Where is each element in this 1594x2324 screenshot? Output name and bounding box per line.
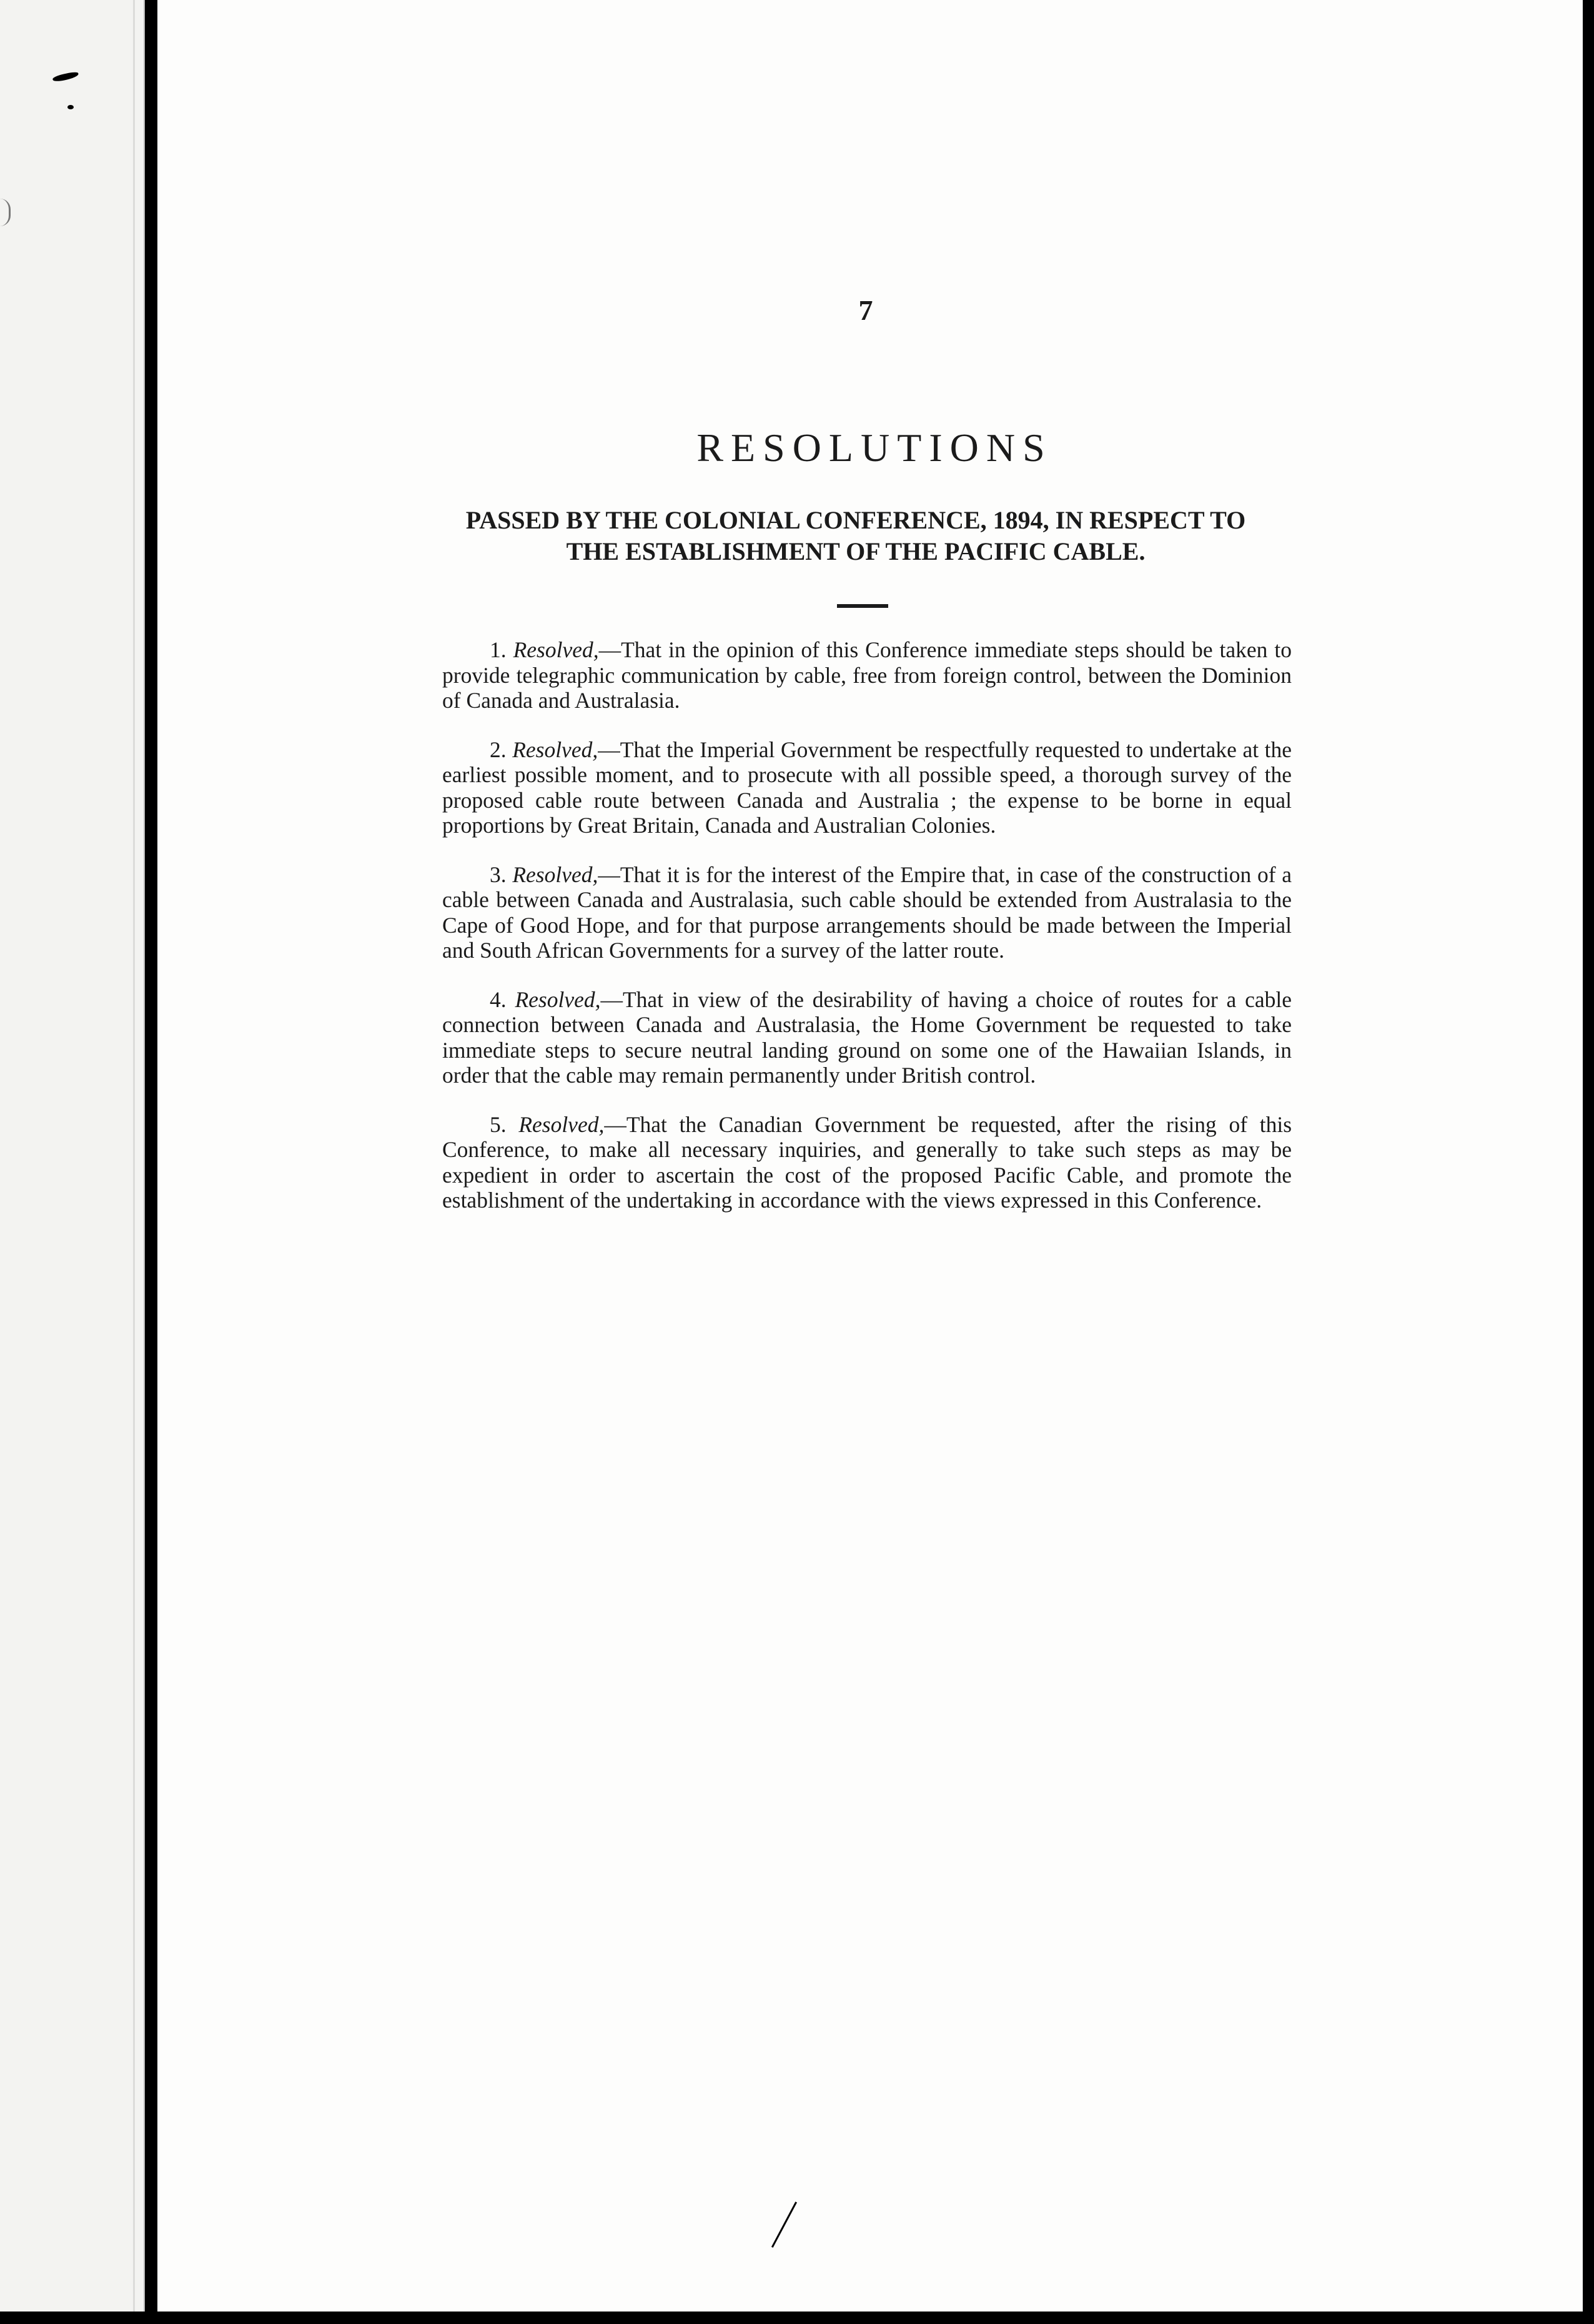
resolution-item — [442, 1112, 1292, 1213]
hair-mark — [771, 2202, 797, 2248]
subtitle-line: THE ESTABLISHMENT OF THE PACIFIC CABLE. — [566, 537, 1146, 565]
resolution-item — [442, 987, 1292, 1088]
resolution-number: 2. — [490, 737, 507, 762]
resolution-item — [442, 637, 1292, 713]
resolution-label: Resolved, — [513, 637, 599, 662]
page-number: 7 — [858, 294, 873, 326]
ink-speck — [67, 105, 74, 109]
resolution-text: —That it is for the interest of the Empire that, in case of the construction of a cable between Canada and Australasia, such cable should be extended from Australasia to the Cape of Good Hope, and for that purpose arrangements should be made between the Imperial and South African Governments for a survey of the latter route. — [442, 862, 1292, 963]
previous-page-edge — [0, 0, 145, 2312]
resolution-text: —That the Imperial Government be respectfully requested to undertake at the earliest possible moment, and to prosecute with all possible speed, a thorough survey of the proposed cable route between Canada and Australia ; the expense to be borne in equal proportions by Great Britain, Canada and Australian Colonies. — [442, 737, 1292, 838]
resolution-label: Resolved, — [515, 986, 601, 1012]
resolution-number: 4. — [490, 986, 507, 1012]
subtitle-line: PASSED BY THE COLONIAL CONFERENCE, 1894, IN RESPECT TO — [465, 506, 1246, 534]
document-subtitle — [312, 505, 1399, 567]
fold-mark — [0, 199, 11, 226]
resolution-label: Resolved, — [512, 737, 598, 762]
resolution-number: 5. — [490, 1111, 507, 1137]
section-divider — [837, 604, 888, 608]
resolution-number: 3. — [490, 862, 507, 887]
resolution-text: —That in the opinion of this Conference immediate steps should be taken to provide telegraphic communication by cable, free from foreign control, between the Dominion of Canada and Australasia. — [442, 637, 1292, 713]
resolution-number: 1. — [490, 637, 507, 662]
document-title: RESOLUTIONS — [696, 425, 1052, 470]
resolution-label: Resolved, — [512, 862, 598, 887]
resolutions-list — [442, 637, 1292, 1237]
resolution-item — [442, 737, 1292, 838]
resolution-item — [442, 862, 1292, 963]
resolution-text: —That the Canadian Government be requested, after the rising of this Conference, to make all necessary inquiries, and generally to take such steps as may be expedient in order to ascertain the cost of the proposed Pacific Cable, and promote the establishment of the undertaking in accordance with the views expressed in this Conference. — [442, 1111, 1292, 1213]
page-edge-line — [133, 0, 135, 2312]
resolution-text: —That in view of the desirability of having a choice of routes for a cable connection between Canada and Australasia, the Home Government be requested to take immediate steps to secure neutral landing ground on some one of the Hawaiian Islands, in order that the cable may remain permanently under British control. — [442, 986, 1292, 1088]
resolution-label: Resolved, — [518, 1111, 605, 1137]
